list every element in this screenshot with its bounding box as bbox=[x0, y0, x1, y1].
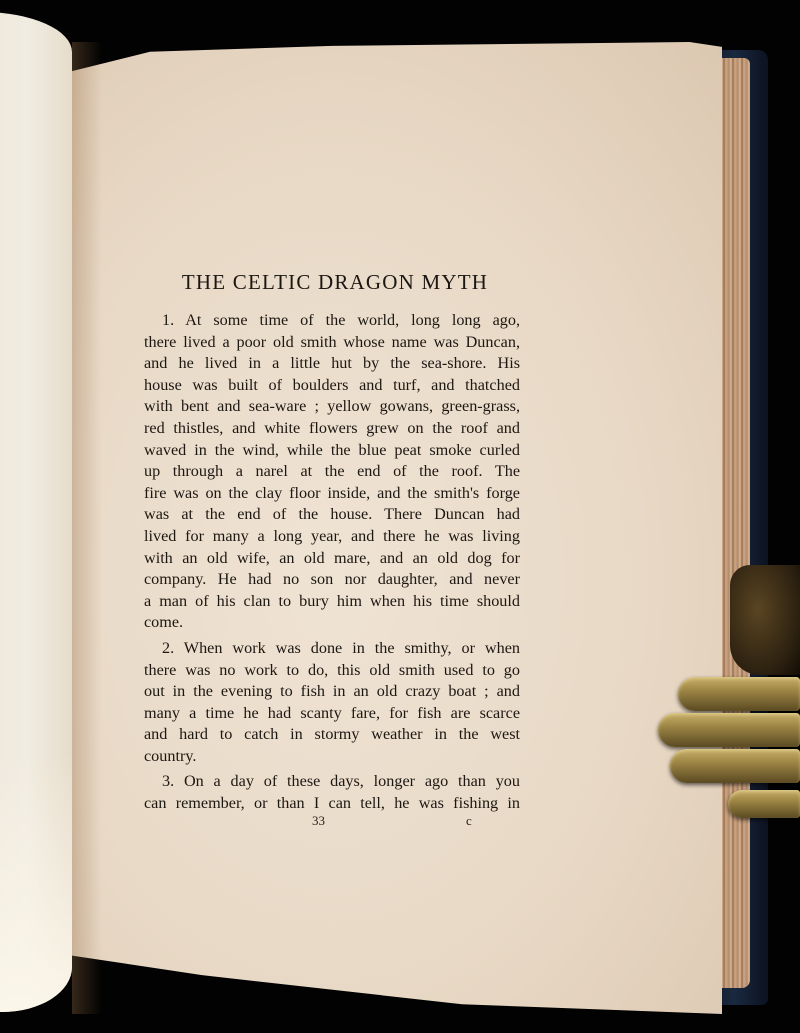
brass-finger bbox=[678, 677, 800, 711]
text-line: house was built of boulders and turf, and thatched bbox=[144, 375, 520, 394]
text-line: red thistles, and white flowers grew on the roof and bbox=[144, 418, 520, 437]
brass-clip-back bbox=[730, 565, 800, 675]
text-line: company. He had no son nor daughter, and never bbox=[144, 570, 520, 589]
chapter-title: THE CELTIC DRAGON MYTH bbox=[181, 270, 489, 294]
text-line: there lived a poor old smith whose name was Duncan, bbox=[144, 332, 520, 351]
page-number: 33 bbox=[312, 813, 325, 828]
text-line: and he lived in a little hut by the sea-shore. His bbox=[144, 354, 520, 373]
text-line: lived for many a long year, and there he was living bbox=[144, 526, 520, 545]
paragraph-1 bbox=[144, 310, 520, 634]
brass-finger bbox=[728, 790, 800, 818]
text-line: with bent and sea-ware ; yellow gowans, green-grass, bbox=[144, 397, 520, 416]
text-line: with an old wife, an old mare, and an old dog for bbox=[144, 548, 520, 567]
brass-finger bbox=[670, 749, 800, 783]
text-line: was at the end of the house. There Duncan had bbox=[144, 505, 520, 524]
paragraph-3 bbox=[144, 771, 520, 814]
gutter-shadow bbox=[72, 42, 102, 1014]
text-line: 1. At some time of the world, long long ago, bbox=[162, 311, 520, 329]
text-line: 3. On a day of these days, longer ago than you bbox=[162, 772, 520, 791]
text-line: 2. When work was done in the smithy, or when bbox=[162, 638, 520, 657]
text-line: and hard to catch in stormy weather in the west bbox=[144, 725, 520, 744]
paragraph-2 bbox=[144, 638, 520, 768]
text-line: there was no work to do, this old smith used to go bbox=[144, 660, 520, 679]
signature-mark: c bbox=[466, 813, 472, 828]
text-line: fire was on the clay floor inside, and the smith's forge bbox=[144, 483, 520, 502]
text-line: a man of his clan to bury him when his time should bbox=[144, 591, 520, 610]
text-line: can remember, or than I can tell, he was fishing in bbox=[144, 794, 520, 813]
text-line: up through a narel at the end of the roof. The bbox=[144, 462, 520, 481]
text-line: many a time he had scanty fare, for fish are scarce bbox=[144, 703, 520, 722]
brass-finger bbox=[658, 713, 800, 747]
brass-hand-page-clip bbox=[640, 565, 800, 815]
text-line: out in the evening to fish in an old crazy boat ; and bbox=[144, 682, 520, 701]
left-facing-page bbox=[0, 12, 72, 1012]
text-line: country. bbox=[144, 746, 197, 765]
text-line: come. bbox=[144, 613, 184, 632]
page-text-block bbox=[144, 270, 520, 819]
text-line: waved in the wind, while the blue peat smoke curled bbox=[144, 440, 520, 459]
